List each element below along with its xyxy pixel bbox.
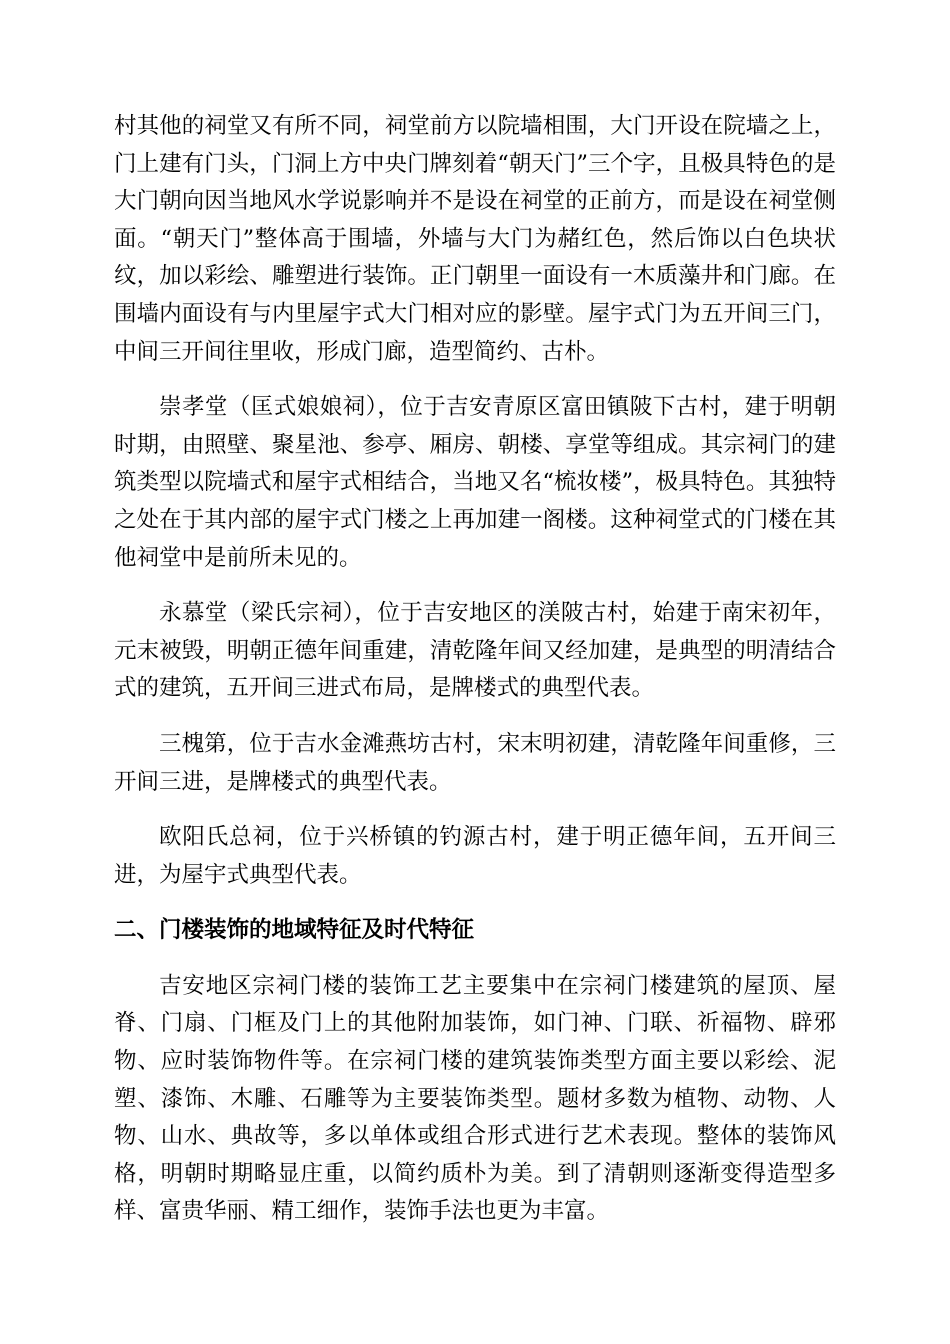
document-page bbox=[114, 108, 836, 1249]
paragraph-yongmutang: 永慕堂（梁氏宗祠），位于吉安地区的渼陂古村，始建于南宋初年，元末被毁，明朝正德年间重建，清乾隆年间又经加建，是典型的明清结合式的建筑，五开间三进式布局，是牌楼式的典型代表。 bbox=[114, 600, 836, 702]
paragraph-chongxiaotang: 崇孝堂（匡式娘娘祠），位于吉安青原区富田镇陂下古村，建于明朝时期，由照壁、聚星池、参亭、厢房、朝楼、享堂等组成。其宗祠门的建筑类型以院墙式和屋宇式相结合，当地又名“梳妆楼”，极具特色。其独特之处在于其内部的屋宇式门楼之上再加建一阁楼。这种祠堂式的门楼在其他祠堂中是前所未见的。 bbox=[114, 394, 836, 571]
paragraph-ouyang-ancestral-hall: 欧阳氏总祠，位于兴桥镇的钓源古村，建于明正德年间，五开间三进，为屋宇式典型代表。 bbox=[114, 824, 836, 888]
section-heading: 二、门楼装饰的地域特征及时代特征 bbox=[114, 917, 475, 944]
paragraph-sanhuaidi: 三槐第，位于吉水金滩燕坊古村，宋末明初建，清乾隆年间重修，三开间三进，是牌楼式的典型代表。 bbox=[114, 730, 836, 795]
paragraph-chaotianmen-description: 村其他的祠堂又有所不同，祠堂前方以院墙相围，大门开设在院墙之上，门上建有门头，门洞上方中央门牌刻着“朝天门”三个字，且极具特色的是大门朝向因当地风水学说影响并不是设在祠堂的正前方，而是设在祠堂侧面。“朝天门”整体高于围墙，外墙与大门为赭红色，然后饰以白色块状纹，加以彩绘、雕塑进行装饰。正门朝里一面设有一木质藻井和门廊。在围墙内面设有与内里屋宇式大门相对应的影壁。屋宇式门为五开间三门，中间三开间往里收，形成门廊，造型简约、古朴。 bbox=[114, 113, 836, 365]
paragraph-decoration-features: 吉安地区宗祠门楼的装饰工艺主要集中在宗祠门楼建筑的屋顶、屋脊、门扇、门框及门上的其他附加装饰，如门神、门联、祈福物、辟邪物、应时装饰物件等。在宗祠门楼的建筑装饰类型方面主要以彩绘、泥塑、漆饰、木雕、石雕等为主要装饰类型。题材多数为植物、动物、人物、山水、典故等，多以单体或组合形式进行艺术表现。整体的装饰风格，明朝时期略显庄重，以简约质朴为美。到了清朝则逐渐变得造型多样、富贵华丽、精工细作，装饰手法也更为丰富。 bbox=[114, 972, 836, 1225]
